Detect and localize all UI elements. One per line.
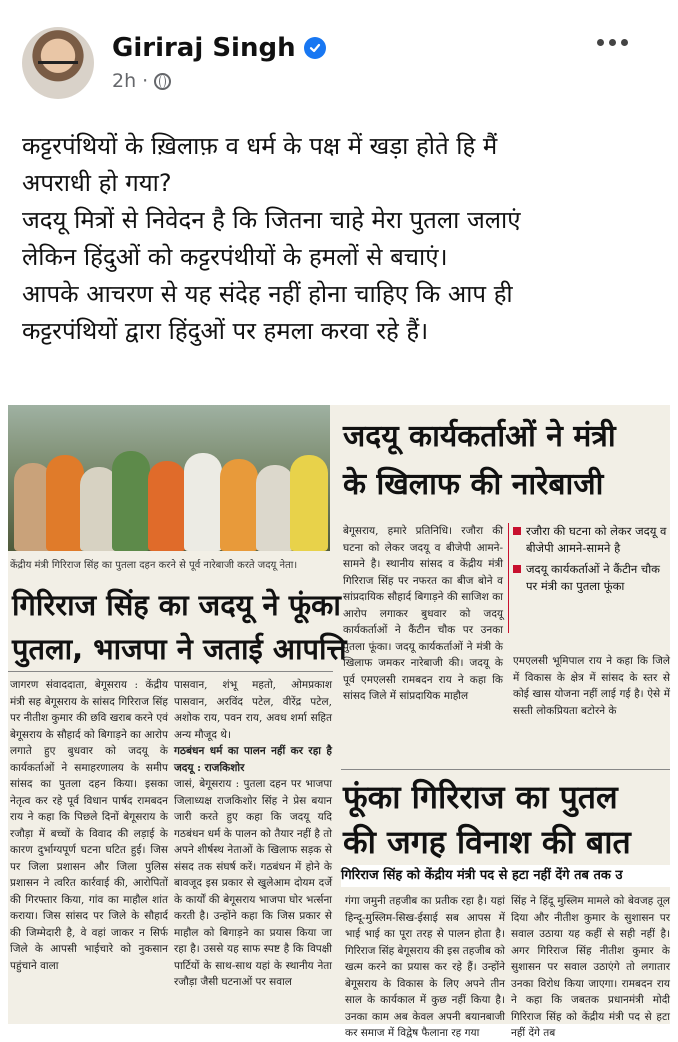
author-avatar[interactable] (22, 27, 94, 99)
article-column-6 (511, 893, 670, 1039)
post-text (22, 128, 652, 350)
newspaper-clipping-image[interactable] (8, 405, 670, 1039)
globe-icon[interactable] (154, 73, 171, 90)
big-headline (343, 775, 678, 865)
post-time[interactable]: 2h (112, 70, 137, 92)
post-text-line: कट्टरपंथियों के ख़िलाफ़ व धर्म के पक्ष में खड़ा होते हि मैं (22, 132, 498, 160)
article-column-3 (343, 523, 503, 763)
article-column-5 (345, 893, 505, 1039)
highlight-text: रजौरा की घटना को लेकर जदयू व बीजेपी आमने-सामने है (526, 524, 667, 555)
author-row (112, 30, 326, 66)
big-headline-line: फूंका गिरिराज का पुतल (343, 778, 618, 816)
photo-caption: केंद्रीय मंत्री गिरिराज सिंह का पुतला दहन करने से पूर्व नारेबाजी करते जदयू नेता। (10, 560, 298, 571)
post-header (0, 0, 670, 110)
author-name[interactable]: Giriraj Singh (112, 33, 296, 63)
article-text: गंगा जमुनी तहजीब का प्रतीक रहा है। यहां हिन्दू-मुस्लिम-सिख-ईसाई सब आपस में भाई भाई का पूरा तरह से पालन होता है। गिरिराज सिंह बेगूसराय की इस तहजीब को खत्म करने का प्रयास कर रहे हैं। उन्होंने बेगूसराय के विकास के लिए अपने तीन साल के कार्यकाल में कुछ नहीं किया है। उनका काम अब केवल अपनी बयानबाजी कर समाज में विद्वेष फैलाना रह गया (345, 895, 505, 1039)
article-column-4 (513, 653, 670, 763)
headline-left-line: गिरिराज सिंह का जदयू ने फूंका (12, 588, 341, 622)
article-column-1 (10, 677, 168, 1024)
bullet-icon (513, 527, 521, 535)
article-text: पासवान, शंभू महतो, ओमप्रकाश पासवान, अरविंद पटेल, वीरेंद्र पटेल, अशोक राय, पवन राय, अवध शर्मा सहित अन्य मौजूद थे। (174, 679, 332, 741)
article-text: जागरण संवाददाता, बेगूसराय : केंद्रीय मंत्री सह बेगूसराय के सांसद गिरिराज सिंह पर नीतीश कुमार की छवि खराब करने एवं बेगूसराय के सौहार्द को बिगाड़ने का आरोप लगाते हुए बुधवार को जदयू के कार्यकर्ताओं ने समाहरणालय के समीप सांसद का पुतला दहन किया। इसका नेतृत्व कर रहे पूर्व विधान पार्षद रामबदन राय ने कहा कि पिछले दिनों बेगूसराय के रजौड़ा में बच्चों के विवाद की लड़ाई के कारण दुर्भाग्यपूर्ण घटना घटित हुई। जिस पर जिला प्रशासन और जिला पुलिस प्रशासन ने त्वरित कार्रवाई की, आरोपितों की गिरफ्तार किया, गांव का माहौल शांत कराया। जिस सांसद पर जिले के सौहार्द की जिम्मेदारी है, वे वहां जाकर न सिर्फ जिले के आपसी भाईचारे को नुकसान पहुंचाने वाला (10, 679, 168, 972)
highlight-divider (508, 523, 509, 633)
protest-photo (8, 405, 330, 551)
article-text: बेगूसराय, हमारे प्रतिनिधि। रजौरा की घटना को लेकर जदयू व बीजेपी आमने-सामने है। स्थानीय सांसद व केंद्रीय मंत्री गिरिराज सिंह पर नफरत का बीज बोने व सांप्रदायिक सौहार्द बिगाड़ने की साजिश का आरोप लगाकर बुधवार को जदयू कार्यकर्ताओं ने कैंटीन चौक पर उनका पुतला फूंका। जदयू कार्यकर्ताओं ने मंत्री के खिलाफ जमकर नारेबाजी की। जदयू के पूर्व एमएलसी रामबदन राय ने कहा कि सांसद जिले में सांप्रदायिक माहौल (343, 525, 503, 702)
post-text-line: लेकिन हिंदुओं को कट्टरपंथीयों के हमलों से बचाएं। (22, 243, 448, 271)
verified-badge-icon (304, 37, 326, 59)
highlight-item (513, 523, 673, 557)
highlight-text: जदयू कार्यकर्ताओं ने कैंटीन चौक पर मंत्री का पुतला फूंका (526, 562, 661, 593)
article-column-2 (174, 677, 332, 1024)
divider (8, 671, 333, 672)
article-subhead: गठबंधन धर्म का पालन नहीं कर रहा है जदयू : राजकिशोर (174, 745, 332, 774)
meta-separator: · (142, 70, 149, 92)
more-options-button[interactable] (586, 28, 638, 56)
highlight-item (513, 561, 673, 595)
dot-icon (621, 39, 628, 46)
article-text: जासं, बेगूसराय : पुतला दहन पर भाजपा जिलाध्यक्ष राजकिशोर सिंह ने प्रेस बयान जारी करते हुए कहा कि जदयू यदि गठबंधन धर्म के पालन को तैयार नहीं है तो अपने शीर्षस्थ नेताओं के खिलाफ सड़क से संसद तक संघर्ष करें। गठबंधन में होने के बावजूद इस प्रकार से खुलेआम दोयम दर्जे के कार्यों की बेगूसराय भाजपा घोर भर्त्सना करती है। उन्होंने कहा कि जिस प्रकार से माहौल को बिगाड़ने का प्रयास किया जा रहा है। उससे यह साफ स्पष्ट है कि विपक्षी पार्टियों के साथ-साथ यहां के स्थानीय नेता रजौड़ा जैसी घटनाओं पर सवाल (174, 778, 332, 988)
bullet-icon (513, 565, 521, 573)
headline-right-line: जदयू कार्यकर्ताओं ने मंत्री (343, 419, 616, 454)
headline-right (343, 413, 668, 509)
divider (341, 769, 670, 770)
headline-left-line: पुतला, भाजपा ने जताई आपत्ति (12, 632, 347, 666)
post-text-line: जदयू मित्रों से निवेदन है कि जितना चाहे मेरा पुतला जलाएं (22, 206, 521, 234)
highlight-box (513, 523, 673, 599)
headline-right-line: के खिलाफ की नारेबाजी (343, 467, 604, 502)
post-text-line: आपके आचरण से यह संदेह नहीं होना चाहिए कि आप ही (22, 280, 513, 308)
dot-icon (609, 39, 616, 46)
post-text-line: कट्टरपंथियों द्वारा हिंदुओं पर हमला करवा रहे हैं। (22, 317, 429, 345)
headline-strap: गिरिराज सिंह को केंद्रीय मंत्री पद से हटा नहीं देंगे तब तक उ (341, 865, 678, 887)
big-headline-line: की जगह विनाश की बात (343, 823, 631, 861)
post-meta (112, 70, 171, 92)
article-text: एमएलसी भूमिपाल राय ने कहा कि जिले में विकास के क्षेत्र में सांसद के स्तर से कोई खास योजना नहीं लाई गई है। ऐसे में सस्ती लोकप्रियता बटोरने के (513, 655, 670, 717)
post-text-line: अपराधी हो गया? (22, 169, 172, 197)
headline-left (12, 583, 347, 671)
article-text: सिंह ने हिंदू मुस्लिम मामले को बेवजह तूल दिया और नीतीश कुमार के सुशासन पर सवाल उठाया यह कहीं से सही नहीं है। अगर गिरिराज सिंह नीतीश कुमार के सुशासन पर सवाल उठाएंगे तो लगातार उनका विरोध किया जाएगा। रामबदन राय ने कहा कि जबतक प्रधानमंत्री मोदी गिरिराज सिंह को केंद्रीय मंत्री पद से हटा नहीं देंगे तब (511, 895, 670, 1039)
dot-icon (597, 39, 604, 46)
